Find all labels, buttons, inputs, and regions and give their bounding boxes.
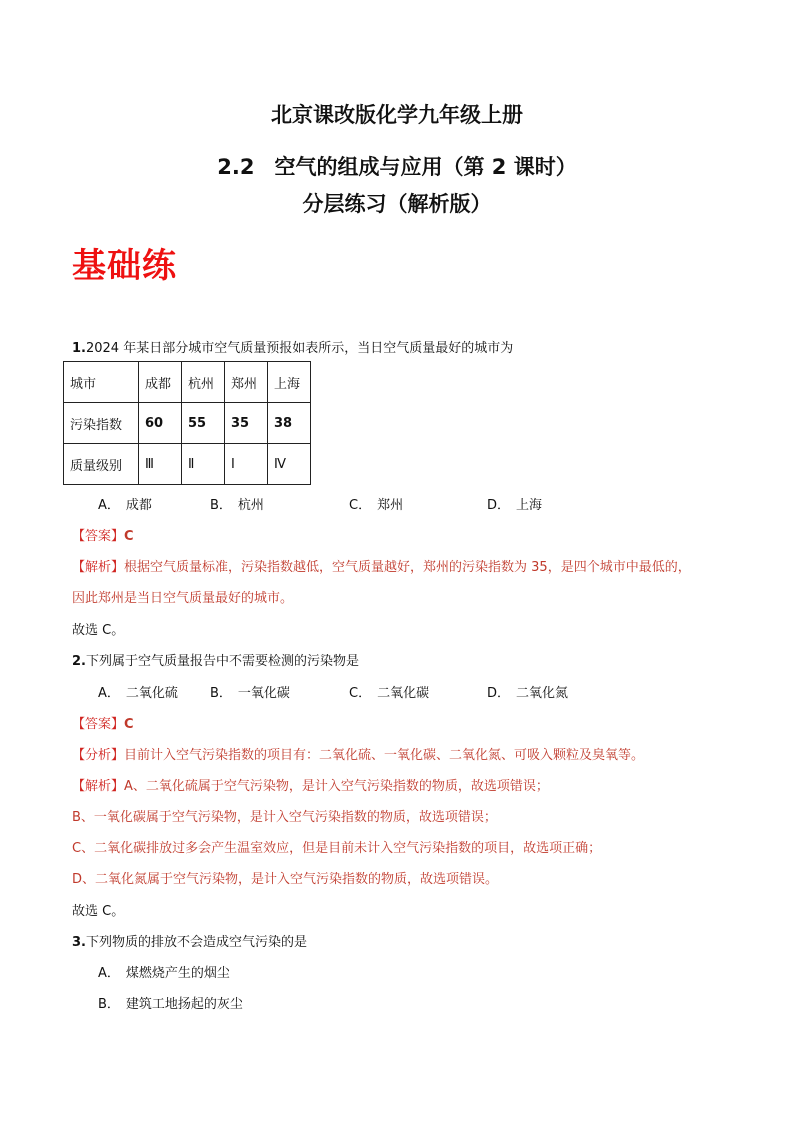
analysis-text: A、二氧化硫属于空气污染物，是计入空气污染指数的物质，故选项错误； — [124, 779, 549, 794]
q1-conclusion: 故选 C。 — [72, 623, 125, 638]
fenxi-text: 目前计入空气污染指数的项目有：二氧化硫、一氧化碳、二氧化氮、可吸入颗粒及臭氧等。 — [124, 748, 645, 763]
q1-answer — [72, 525, 134, 544]
q2-option-b: B． 一氧化碳 — [210, 686, 290, 701]
q2-conclusion: 故选 C。 — [72, 904, 125, 919]
q2-answer — [72, 713, 134, 732]
answer-label: 【答案】 — [72, 717, 125, 732]
q1-option-b: B． 杭州 — [210, 498, 264, 513]
document-title: 北京课改版化学九年级上册 — [271, 103, 523, 127]
table-row-city — [64, 362, 311, 403]
lesson-subtitle — [0, 151, 794, 181]
air-quality-table — [63, 361, 311, 485]
table-row-header: 污染指数 — [64, 403, 139, 444]
table-cell: Ⅳ — [268, 444, 311, 485]
table-cell: 杭州 — [182, 362, 225, 403]
q1-option-c: C． 郑州 — [349, 498, 404, 513]
question-1-text: 2024 年某日部分城市空气质量预报如表所示，当日空气质量最好的城市为 — [85, 341, 514, 356]
q2-option-c: C． 二氧化碳 — [349, 686, 430, 701]
table-cell: 38 — [268, 403, 311, 444]
table-row-index — [64, 403, 311, 444]
fenxi-label: 【分析】 — [72, 748, 125, 763]
q2-option-d: D． 二氧化氮 — [487, 686, 569, 701]
answer-label: 【答案】 — [72, 529, 125, 544]
q2-option-a: A． 二氧化硫 — [98, 686, 178, 701]
lesson-number: 2.2 — [217, 155, 255, 179]
analysis-label: 【解析】 — [72, 560, 125, 575]
table-cell: Ⅲ — [139, 444, 182, 485]
table-cell: Ⅰ — [225, 444, 268, 485]
q2-analysis-c: C、二氧化碳排放过多会产生温室效应，但是目前未计入空气污染指数的项目，故选项正确； — [72, 841, 602, 856]
analysis-text: 根据空气质量标准，污染指数越低，空气质量越好，郑州的污染指数为 35，是四个城市中最低的， — [124, 560, 691, 575]
table-cell: 成都 — [139, 362, 182, 403]
question-number: 3. — [72, 935, 86, 950]
q2-analysis — [72, 775, 549, 794]
answer-value: C — [124, 529, 134, 544]
practice-subtitle: 分层练习（解析版） — [302, 192, 492, 216]
table-row-level — [64, 444, 311, 485]
q2-analysis-b: B、一氧化碳属于空气污染物，是计入空气污染指数的物质，故选项错误； — [72, 810, 497, 825]
q3-option-b: B． 建筑工地扬起的灰尘 — [98, 997, 243, 1012]
q1-analysis-line2: 因此郑州是当日空气质量最好的城市。 — [72, 591, 294, 606]
lesson-name: 空气的组成与应用（第 2 课时） — [274, 155, 577, 179]
q2-analysis-d: D、二氧化氮属于空气污染物，是计入空气污染指数的物质，故选项错误。 — [72, 872, 499, 887]
table-cell: 60 — [139, 403, 182, 444]
q3-option-a: A． 煤燃烧产生的烟尘 — [98, 966, 230, 981]
question-number: 1. — [72, 341, 86, 356]
question-1-stem — [72, 337, 513, 356]
q1-option-a: A． 成都 — [98, 498, 152, 513]
q2-fenxi — [72, 744, 644, 763]
question-2-stem: 2.下列属于空气质量报告中不需要检测的污染物是 — [72, 654, 359, 669]
section-heading: 基础练 — [72, 246, 177, 286]
table-cell: Ⅱ — [182, 444, 225, 485]
question-3-stem: 3.下列物质的排放不会造成空气污染的是 — [72, 935, 307, 950]
q1-option-d: D． 上海 — [487, 498, 543, 513]
question-number: 2. — [72, 654, 86, 669]
table-cell: 35 — [225, 403, 268, 444]
table-row-header: 城市 — [64, 362, 139, 403]
answer-value: C — [124, 717, 134, 732]
table-row-header: 质量级别 — [64, 444, 139, 485]
table-cell: 郑州 — [225, 362, 268, 403]
analysis-label: 【解析】 — [72, 779, 125, 794]
q1-analysis — [72, 556, 691, 575]
table-cell: 上海 — [268, 362, 311, 403]
table-cell: 55 — [182, 403, 225, 444]
